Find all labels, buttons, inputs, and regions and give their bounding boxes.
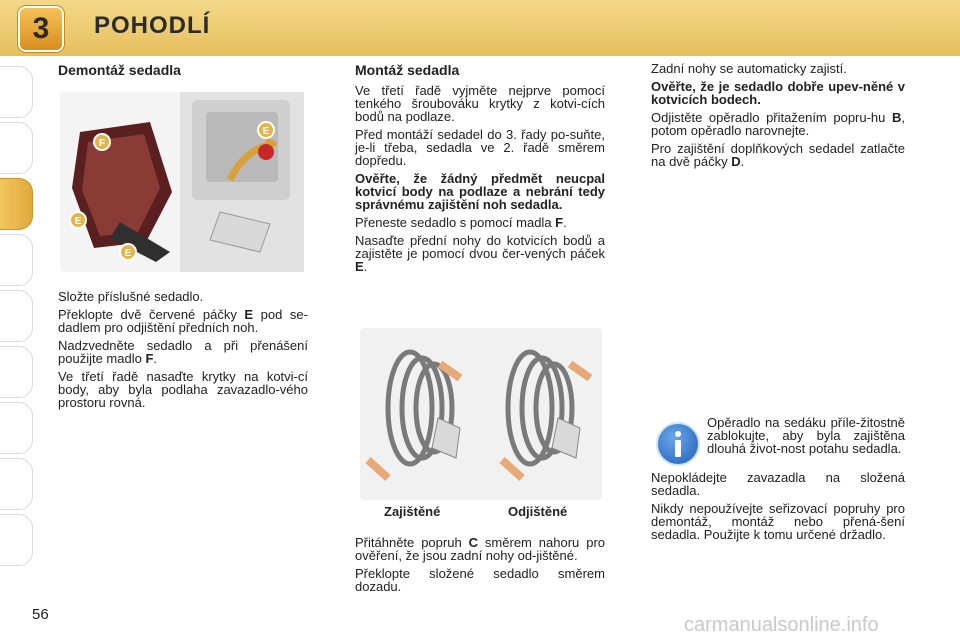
chapter-tab-7[interactable] [0, 402, 33, 454]
info-extra [651, 471, 905, 546]
section-heading-removal: Demontáž sedadla [58, 62, 181, 78]
step-unlock-backrest: Odjistěte opěradlo přitažením popru-hu B, potom opěradlo narovnejte. [651, 110, 905, 138]
watermark: carmanualsonline.info [684, 614, 879, 636]
info-note [707, 416, 905, 460]
step-remove-caps: Ve třetí řadě vyjměte nejprve pomocí tenkého šroubováku krytky z kotvi-cích bodů na podlaze. [355, 83, 605, 124]
chapter-tab-1[interactable] [0, 66, 33, 118]
header-divider [0, 56, 960, 58]
svg-text:E: E [262, 126, 270, 137]
step-fit-front-legs: Nasaďte přední nohy do kotvicích bodů a zajistěte je pomocí dvou čer-vených páček E. [355, 233, 605, 274]
page-number: 56 [32, 606, 49, 623]
label-e-marker [120, 244, 136, 260]
chapter-tabs [0, 66, 30, 586]
page-title: POHODLÍ [94, 12, 211, 39]
step-fold-seat: Složte příslušné sedadlo. [58, 289, 204, 304]
chapter-tab-9[interactable] [0, 514, 33, 566]
chapter-number-badge: 3 [20, 8, 62, 50]
middle-column [355, 62, 605, 278]
chapter-tab-3[interactable] [0, 178, 33, 230]
caption-unlocked: Odjištěné [508, 504, 568, 519]
info-icon [656, 422, 700, 466]
middle-text-bottom [355, 536, 605, 598]
chapter-tab-6[interactable] [0, 346, 33, 398]
chapter-tab-4[interactable] [0, 234, 33, 286]
caption-locked: Zajištěné [384, 504, 441, 519]
step-lift-seat: Nadzvedněte sedadlo a při přenášení použijte madlo F. [58, 338, 308, 366]
right-column [651, 62, 905, 173]
info-no-luggage: Nepokládejte zavazadla na složená sedadla. [651, 470, 905, 498]
chapter-tab-5[interactable] [0, 290, 33, 342]
svg-text:F: F [98, 138, 106, 149]
chapter-tab-2[interactable] [0, 122, 33, 174]
step-rear-legs-lock: Zadní nohy se automaticky zajistí. [651, 61, 847, 76]
step-unlock-levers: Překlopte dvě červené páčky E pod se-dadlem pro odjištění předních noh. [58, 307, 308, 335]
step-move-seats: Před montáží sedadel do 3. řady po-suňte, je-li třeba, sedadla ve 2. řadě směrem dopředu. [355, 127, 605, 168]
seat-removal-illustration [60, 92, 304, 272]
info-no-straps: Nikdy nepoužívejte seřizovací popruhy pro demontáž, montáž nebo přená-šení sedadla. Použijte k tomu určené držadlo. [651, 501, 905, 542]
step-press-levers: Pro zajištění doplňkových sedadel zatlačte na dvě páčky D. [651, 141, 905, 169]
step-fold-backward: Překlopte složené sedadlo směrem dozadu. [355, 566, 605, 594]
warning-anchor-points: Ověřte, že žádný předmět neucpal kotvicí body na podlaze a nebrání tedy správnému zajištění noh sedadla. [355, 171, 605, 212]
step-carry-seat: Přeneste sedadlo s pomocí madla F. [355, 215, 567, 230]
section-heading-installation: Montáž sedadla [355, 62, 460, 78]
step-fit-caps: Ve třetí řadě nasaďte krytky na kotvi-cí body, aby byla podlaha zavazadlo-vého prostoru rovná. [58, 369, 308, 410]
seat-removal-drawing [60, 92, 304, 272]
step-pull-strap: Přitáhněte popruh C směrem nahoru pro ověření, že jsou zadní nohy od-jištěné. [355, 535, 605, 563]
info-note-text: Opěradlo na sedáku příle-žitostně zablokujte, aby byla zajištěna dlouhá život-nost potahu sedadla. [707, 415, 905, 456]
lock-state-drawing [360, 328, 602, 500]
svg-text:E: E [124, 248, 132, 259]
label-f-marker [94, 134, 110, 150]
svg-text:E: E [74, 216, 82, 227]
lock-state-illustration [360, 328, 602, 500]
label-e-marker [70, 212, 86, 228]
left-text [58, 290, 308, 414]
left-column [58, 62, 308, 84]
label-e-marker [258, 122, 274, 138]
chapter-tab-8[interactable] [0, 458, 33, 510]
warning-check-seat: Ověřte, že je sedadlo dobře upev-něné v kotvicích bodech. [651, 79, 905, 107]
